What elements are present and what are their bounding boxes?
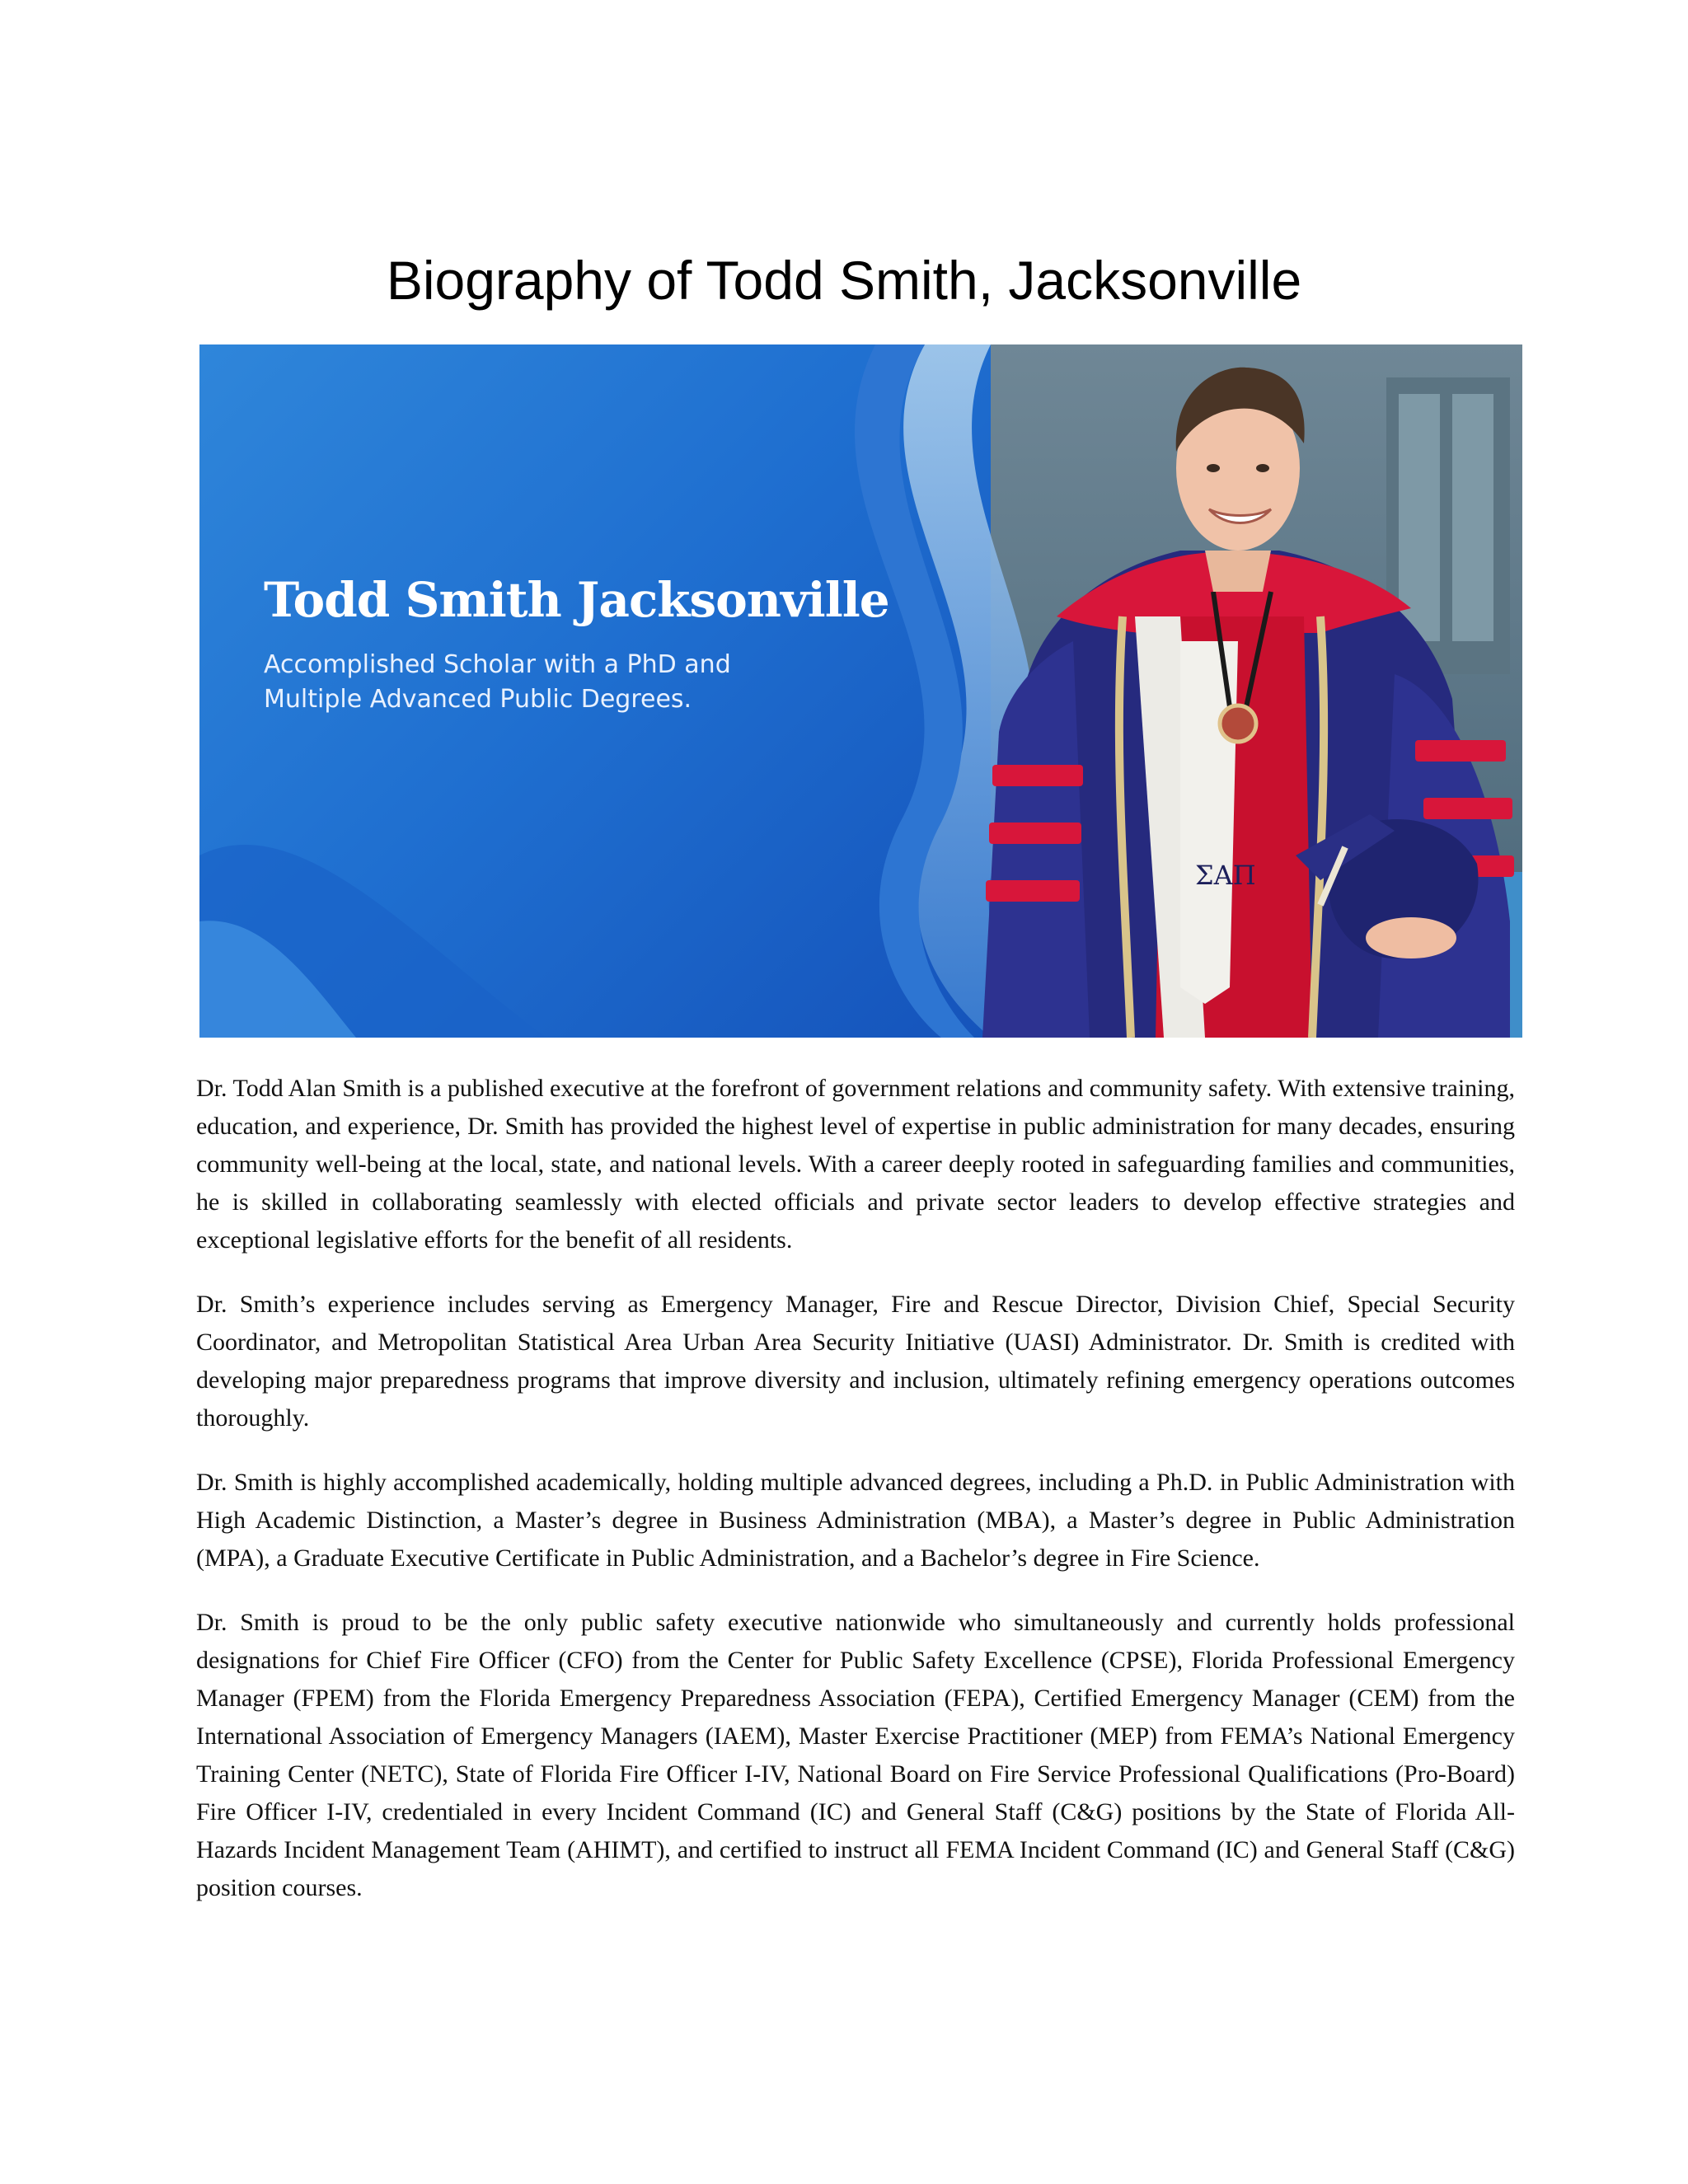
tagline-line-1: Accomplished Scholar with a PhD and	[264, 650, 731, 679]
paragraph-experience: Dr. Smith’s experience includes serving as Emergency Manager, Fire and Rescue Director, Division Chief, Special Security Coordinator, and Metropolitan Statistical Area Urban Area Security Initiative (UASI) Administrator. Dr. Smith is credited with developing major preparedness programs that improve diversity and inclusion, ultimately refining emergency operations outcomes thoroughly.	[196, 1291, 1515, 1432]
paragraph-introduction: Dr. Todd Alan Smith is a published executive at the forefront of government relations and community safety. With extensive training, education, and experience, Dr. Smith has provided the highest level of expertise in public administration for many decades, ensuring community well-being at the local, state, and national levels. With a career deeply rooted in safeguarding families and communities, he is skilled in collaborating seamlessly with elected officials and private sector leaders to develop effective strategies and exceptional legislative efforts for the benefit of all residents.	[196, 1075, 1515, 1254]
tagline-line-2: Multiple Advanced Public Degrees.	[264, 685, 692, 714]
page-title: Biography of Todd Smith, Jacksonville	[386, 250, 1302, 311]
hero-banner	[199, 344, 1522, 1038]
stole-letters: ΣΑΠ	[1195, 860, 1256, 891]
banner-title: Todd Smith Jacksonville	[264, 572, 889, 628]
banner-tagline	[264, 648, 841, 717]
paragraph-designations: Dr. Smith is proud to be the only public safety executive nationwide who simultaneously and currently holds professional designations for Chief Fire Officer (CFO) from the Center for Public Safety Excellence (CPSE), Florida Professional Emergency Manager (FPEM) from the Florida Emergency Preparedness Association (FEPA), Certified Emergency Manager (CEM) from the International Association of Emergency Managers (IAEM), Master Exercise Practitioner (MEP) from FEMA’s National Emergency Training Center (NETC), State of Florida Fire Officer I-IV, National Board on Fire Service Professional Qualifications (Pro-Board) Fire Officer I-IV, credentialed in every Incident Command (IC) and General Staff (C&G) positions by the State of Florida All-Hazards Incident Management Team (AHIMT), and certified to instruct all FEMA Incident Command (IC) and General Staff (C&G) position courses.	[196, 1609, 1515, 1901]
portrait-photo	[933, 344, 1522, 1038]
biography-body	[196, 1070, 1515, 1933]
paragraph-education: Dr. Smith is highly accomplished academically, holding multiple advanced degrees, including a Ph.D. in Public Administration with High Academic Distinction, a Master’s degree in Business Administration (MBA), a Master’s degree in Public Administration (MPA), a Graduate Executive Certificate in Public Administration, and a Bachelor’s degree in Fire Science.	[196, 1469, 1515, 1572]
